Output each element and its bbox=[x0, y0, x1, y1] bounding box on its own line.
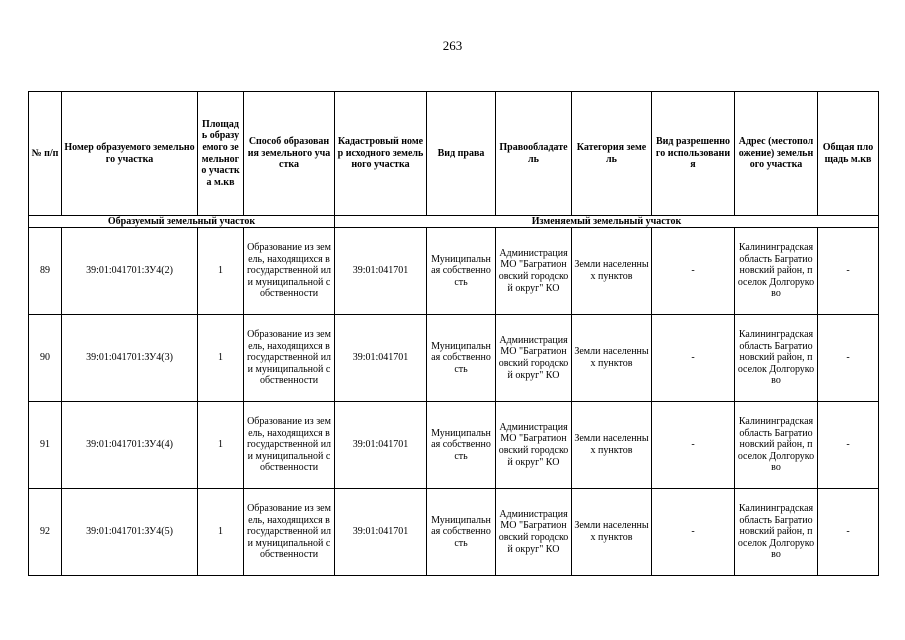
right-holder: Администрация МО "Багратионовский городской округ" КО bbox=[496, 489, 572, 576]
land-category: Земли населенных пунктов bbox=[572, 315, 652, 402]
plot-area: 1 bbox=[198, 228, 244, 315]
permitted-use: - bbox=[652, 402, 735, 489]
formation-method: Образование из земель, находящихся в государственной или муниципальной собственности bbox=[244, 315, 335, 402]
total-area: - bbox=[818, 315, 879, 402]
section-row bbox=[29, 216, 879, 228]
address: Калининградская область Багратионовский район, поселок Долгоруково bbox=[735, 402, 818, 489]
total-area: - bbox=[818, 228, 879, 315]
land-category: Земли населенных пунктов bbox=[572, 402, 652, 489]
formation-method: Образование из земель, находящихся в государственной или муниципальной собственности bbox=[244, 228, 335, 315]
total-area: - bbox=[818, 402, 879, 489]
cadastral-number: 39:01:041701 bbox=[335, 489, 427, 576]
plot-number: 39:01:041701:ЗУ4(2) bbox=[62, 228, 198, 315]
row-number: 89 bbox=[29, 228, 62, 315]
right-holder: Администрация МО "Багратионовский городской округ" КО bbox=[496, 402, 572, 489]
plot-number: 39:01:041701:ЗУ4(3) bbox=[62, 315, 198, 402]
formation-method: Образование из земель, находящихся в государственной или муниципальной собственности bbox=[244, 402, 335, 489]
section-formed-plot: Образуемый земельный участок bbox=[29, 216, 335, 228]
header-address: Адрес (местоположение) земельного участка bbox=[735, 92, 818, 216]
plot-area: 1 bbox=[198, 315, 244, 402]
address: Калининградская область Багратионовский район, поселок Долгоруково bbox=[735, 489, 818, 576]
section-changed-plot: Изменяемый земельный участок bbox=[335, 216, 879, 228]
plot-number: 39:01:041701:ЗУ4(5) bbox=[62, 489, 198, 576]
total-area: - bbox=[818, 489, 879, 576]
row-number: 91 bbox=[29, 402, 62, 489]
plot-number: 39:01:041701:ЗУ4(4) bbox=[62, 402, 198, 489]
cadastral-number: 39:01:041701 bbox=[335, 402, 427, 489]
header-permitted-use: Вид разрешенного использования bbox=[652, 92, 735, 216]
table-row bbox=[29, 402, 879, 489]
cadastral-number: 39:01:041701 bbox=[335, 228, 427, 315]
header-cadastral-number: Кадастровый номер исходного земельного участка bbox=[335, 92, 427, 216]
header-area: Площадь образуемого земельного участка м.кв bbox=[198, 92, 244, 216]
cadastral-number: 39:01:041701 bbox=[335, 315, 427, 402]
land-plot-table bbox=[28, 91, 879, 576]
table-row bbox=[29, 489, 879, 576]
permitted-use: - bbox=[652, 315, 735, 402]
formation-method: Образование из земель, находящихся в государственной или муниципальной собственности bbox=[244, 489, 335, 576]
table-row bbox=[29, 315, 879, 402]
right-holder: Администрация МО "Багратионовский городской округ" КО bbox=[496, 315, 572, 402]
permitted-use: - bbox=[652, 489, 735, 576]
page-number: 263 bbox=[442, 38, 463, 53]
permitted-use: - bbox=[652, 228, 735, 315]
table-row bbox=[29, 228, 879, 315]
header-total-area: Общая площадь м.кв bbox=[818, 92, 879, 216]
header-land-category: Категория земель bbox=[572, 92, 652, 216]
land-category: Земли населенных пунктов bbox=[572, 489, 652, 576]
header-row bbox=[29, 92, 879, 216]
right-type: Муниципальная собственность bbox=[427, 315, 496, 402]
right-type: Муниципальная собственность bbox=[427, 228, 496, 315]
plot-area: 1 bbox=[198, 489, 244, 576]
plot-area: 1 bbox=[198, 402, 244, 489]
header-formation-method: Способ образования земельного участка bbox=[244, 92, 335, 216]
address: Калининградская область Багратионовский район, поселок Долгоруково bbox=[735, 315, 818, 402]
row-number: 90 bbox=[29, 315, 62, 402]
header-right-holder: Правообладатель bbox=[496, 92, 572, 216]
row-number: 92 bbox=[29, 489, 62, 576]
land-category: Земли населенных пунктов bbox=[572, 228, 652, 315]
header-plot-number: Номер образуемого земельного участка bbox=[62, 92, 198, 216]
header-right-type: Вид права bbox=[427, 92, 496, 216]
right-holder: Администрация МО "Багратионовский городской округ" КО bbox=[496, 228, 572, 315]
right-type: Муниципальная собственность bbox=[427, 489, 496, 576]
address: Калининградская область Багратионовский район, поселок Долгоруково bbox=[735, 228, 818, 315]
header-number: № п/п bbox=[29, 92, 62, 216]
right-type: Муниципальная собственность bbox=[427, 402, 496, 489]
